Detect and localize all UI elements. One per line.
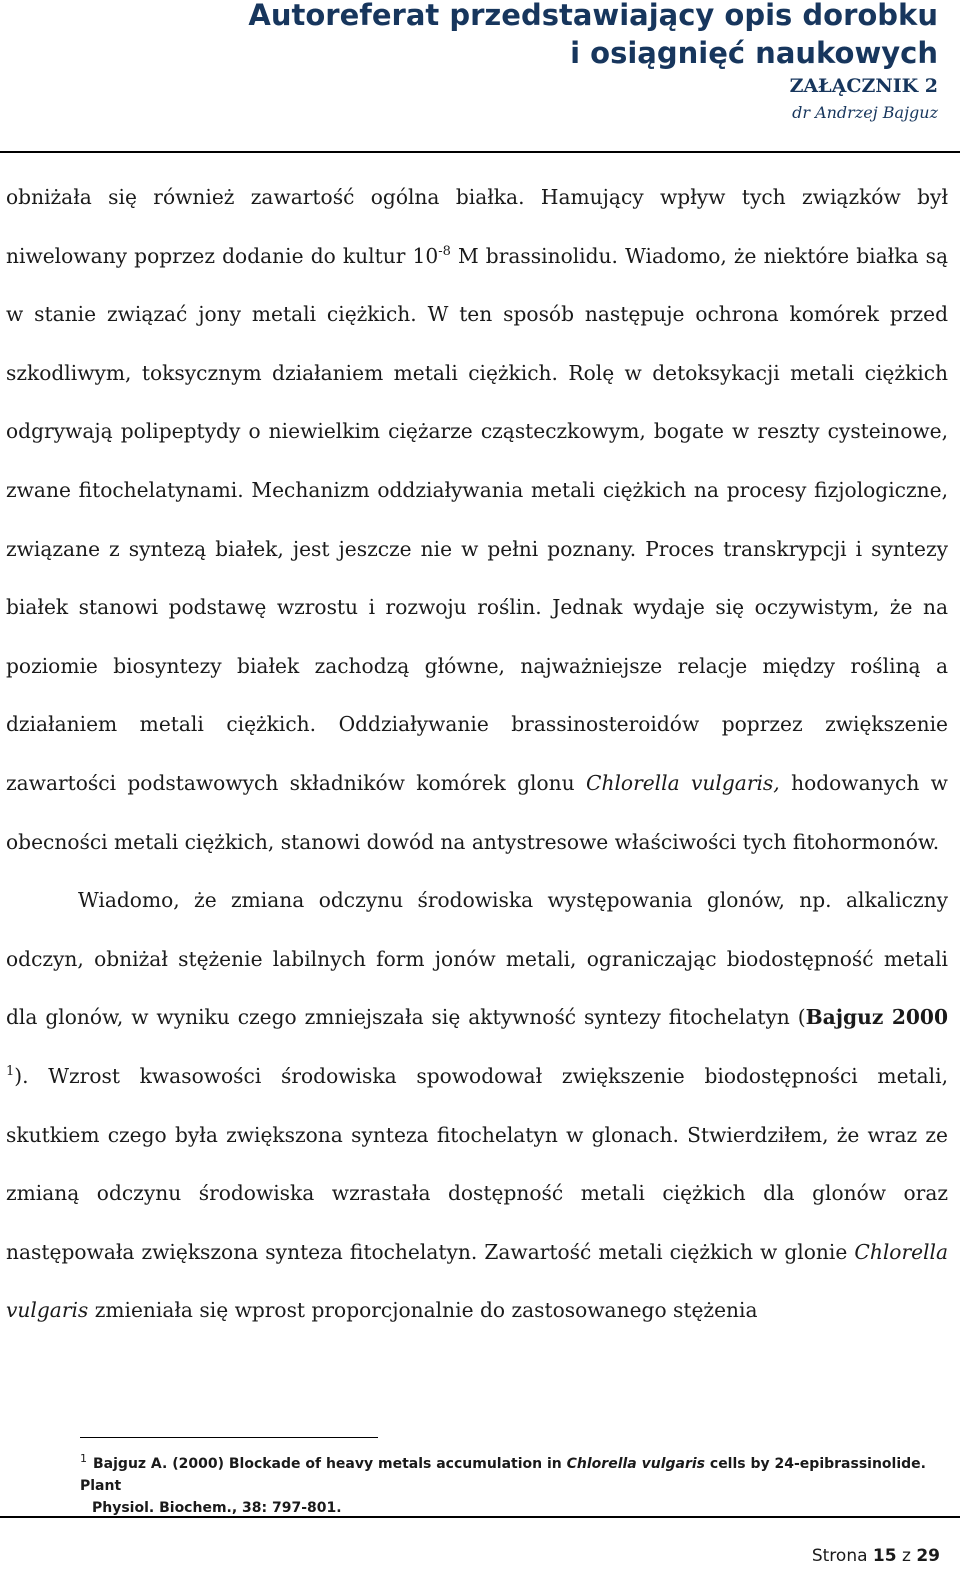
footnote-mark: 1 xyxy=(80,1452,87,1465)
p1-text-c: hodowanych w obecności metali ciężkich, stanowi dowód na antystresowe właściwości tych fitohormonów. xyxy=(6,770,948,854)
footnote-line-1 xyxy=(80,1448,952,1497)
current-page: 15 xyxy=(872,1546,897,1566)
p1-text-a: obniżała się również zawartość ogólna białka. Hamujący wpływ tych związków był niwelowany poprzez dodanie do kultur 10 xyxy=(6,185,948,268)
p2-text-c: zmieniała się wprost proporcjonalnie do zastosowanego stężenia xyxy=(88,1298,758,1323)
footnote-text-b: cells by 24-epibrassinolide. Plant xyxy=(80,1456,926,1494)
paragraph-1 xyxy=(6,168,948,871)
header-author: dr Andrzej Bajguz xyxy=(792,103,938,122)
page-label: Strona xyxy=(811,1546,873,1566)
page-header xyxy=(138,0,938,125)
header-divider xyxy=(0,151,960,153)
footnote-species: Chlorella vulgaris xyxy=(566,1456,706,1472)
footer-divider xyxy=(0,1516,960,1518)
total-pages: 29 xyxy=(916,1546,940,1566)
p1-text-b: M brassinolidu. Wiadomo, że niektóre białka są w stanie związać jony metali ciężkich. W ten sposób następuje ochrona komórek przed szkodliwym, toksycznym działaniem metali ciężkich. Rolę w detoksykacji metali ciężkich odgrywają polipeptydy o niewielkim ciężarze cząsteczkowym, bogate w reszty cysteinowe, zwane fitochelatynami. Mechanizm oddziaływania metali ciężkich na procesy fizjologiczne, związane z syntezą białek, jest jeszcze nie w pełni poznany. Proces transkrypcji i syntezy białek stanowi podstawę wzrostu i rozwoju roślin. Jednak wydaje się oczywistym, że na poziomie biosyntezy białek zachodzą główne, najważniejsze relacje między rośliną a działaniem metali ciężkich. Oddziaływanie brassinosteroidów poprzez zwiększenie zawartości podstawowych składników komórek glonu xyxy=(6,243,948,795)
header-title-line2: i osiągnięć naukowych xyxy=(570,36,938,70)
header-title-line1: Autoreferat przedstawiający opis dorobku xyxy=(248,0,938,32)
footnote-separator xyxy=(80,1437,378,1438)
header-attachment: ZAŁĄCZNIK 2 xyxy=(789,75,938,97)
of-label: z xyxy=(896,1546,917,1566)
footnote-text-a: Bajguz A. (2000) Blockade of heavy metals accumulation in xyxy=(93,1456,567,1472)
page-number xyxy=(812,1546,940,1566)
p2-footnote-ref[interactable]: 1 xyxy=(6,1063,15,1079)
p1-species-name: Chlorella vulgaris, xyxy=(586,770,780,795)
p2-citation: Bajguz 2000 xyxy=(805,1005,949,1030)
p2-text-a: Wiadomo, że zmiana odczynu środowiska występowania glonów, np. alkaliczny odczyn, obniżał stężenie labilnych form jonów metali, ograniczając biodostępność metali dla glonów, w wyniku czego zmniejszała się aktywność syntezy fitochelatyn ( xyxy=(6,888,948,1030)
paragraph-2 xyxy=(6,871,948,1340)
p2-text-b: ). Wzrost kwasowości środowiska spowodował zwiększenie biodostępności metali, skutkiem czego była zwiększona synteza fitochelatyn w glonach. Stwierdziłem, że wraz ze zmianą odczynu środowiska wzrastała dostępność metali ciężkich dla glonów oraz następowała zwiększona synteza fitochelatyn. Zawartość metali ciężkich w glonie xyxy=(6,1063,948,1264)
p2-species-name: Chlorella vulgaris xyxy=(6,1239,948,1323)
p1-superscript: -8 xyxy=(438,243,451,259)
document-body xyxy=(6,168,948,1340)
footnote-line-2: Physiol. Biochem., 38: 797-801. xyxy=(92,1500,342,1516)
footnote xyxy=(80,1448,952,1519)
